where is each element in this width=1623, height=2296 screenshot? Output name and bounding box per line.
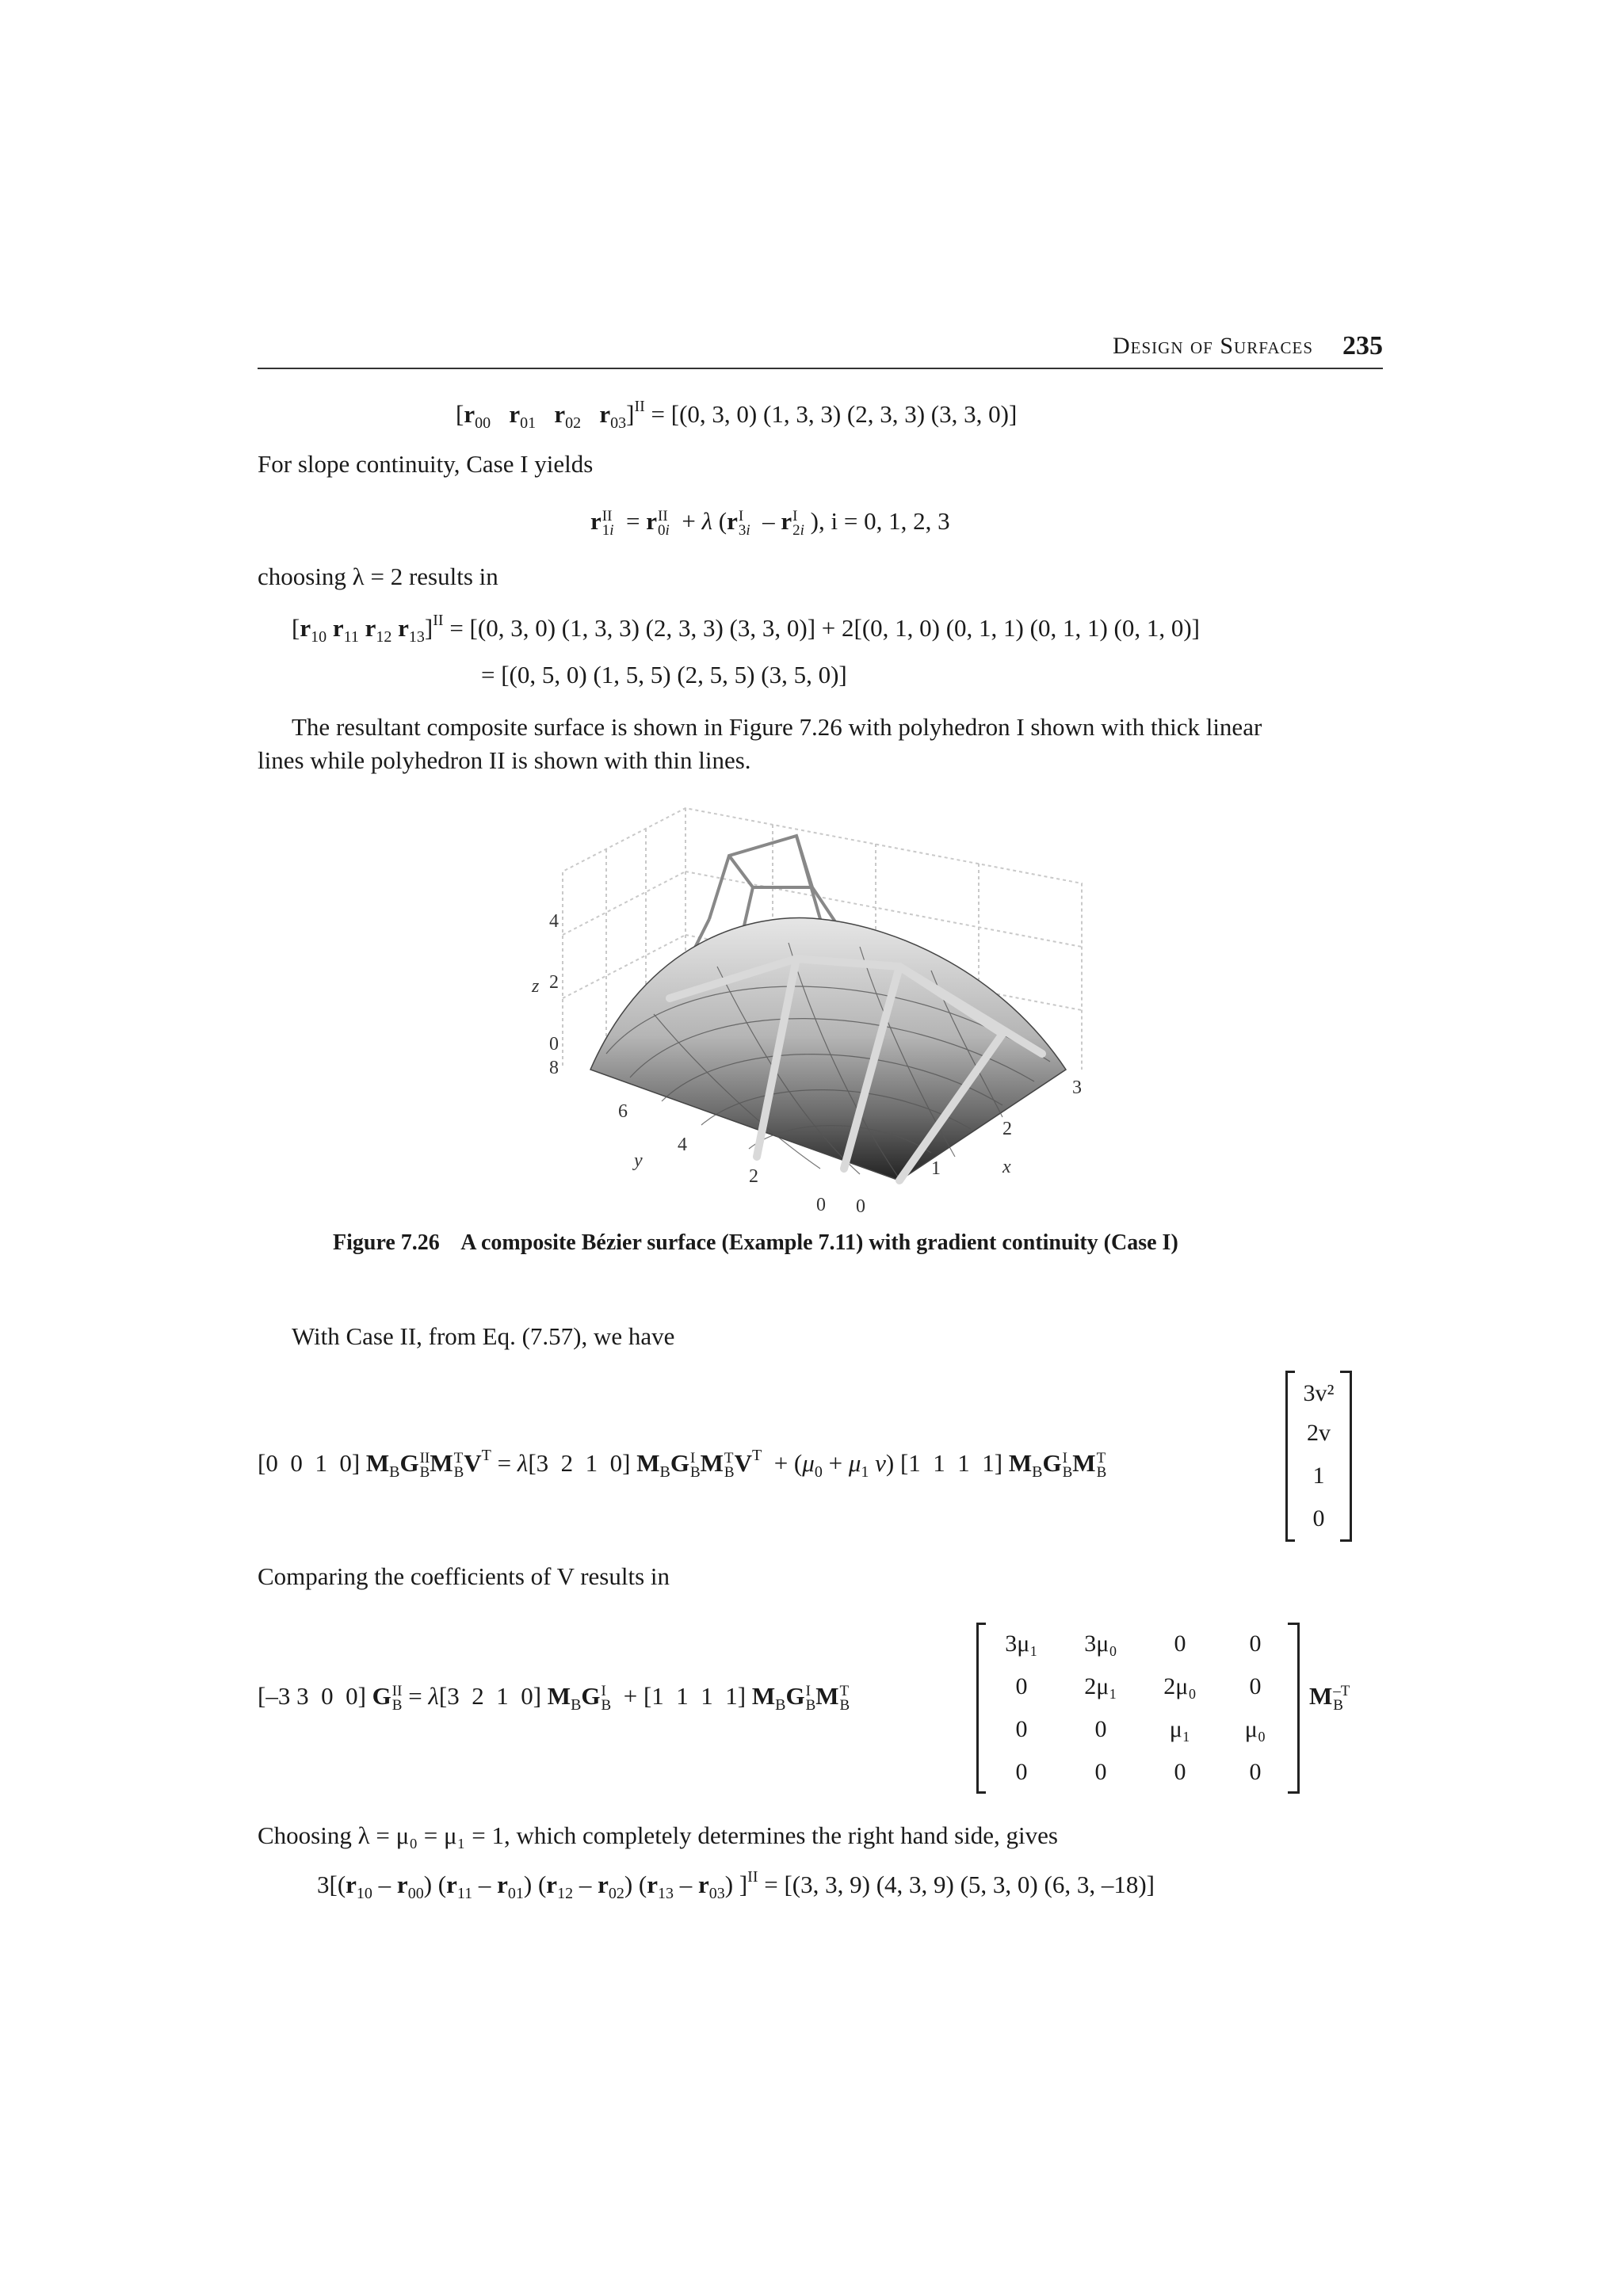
figure-caption-text: A composite Bézier surface (Example 7.11) with gradient continuity (Case I) [460,1230,1178,1255]
equation-control-points-ii: [$r_{00}$ $r_{01}$ $r_{02}$ $r_{03}]^{II} = [(0$, 3, 0) (1, 3, 3) (2, 3, 3) (3, 3, 0)] [456,398,1018,432]
matrix-cell: 0 [1094,1759,1107,1785]
matrix-cell: 1 [1312,1463,1325,1489]
z-tick: 0 [549,1034,559,1055]
paragraph-resultant-line1: The resultant composite surface is shown in Figure 7.26 with polyhedron I shown with thick linear [292,713,1262,741]
matrix-cell: 0 [1174,1759,1186,1785]
y-tick: 2 [749,1166,758,1187]
z-axis-label: z [532,976,540,997]
figure-caption-label: Figure 7.26 [333,1230,440,1255]
matrix-cell: 2μ₀ [1163,1673,1197,1699]
paragraph-slope-continuity: For slope continuity, Case I yields [258,450,594,478]
x-tick: 0 [856,1196,865,1217]
x-axis-label: x [1002,1157,1011,1177]
y-tick: 4 [678,1135,687,1155]
paragraph-case-ii: With Case II, from Eq. (7.57), we have [292,1322,675,1350]
x-tick: 3 [1072,1077,1082,1098]
matrix-cell: 0 [1094,1716,1107,1742]
figure-caption [333,1230,1178,1256]
matrix-cell: 0 [1249,1630,1262,1657]
matrix-cell: 0 [1015,1673,1028,1699]
matrix-cell: 2v [1307,1420,1331,1446]
matrix-cell: 0 [1249,1673,1262,1699]
matrix-mb-inverse-transpose: M –T B [1309,1682,1350,1714]
equation-slope-case-i: r II 1i = r II 0i + λ (r I 3i – r I 2i ), i = 0, 1, 2, 3 [590,507,950,539]
matrix-cell: 0 [1015,1759,1028,1785]
running-title: Design of Surfaces [1113,333,1313,359]
matrix-cell: μ₀ [1244,1716,1266,1742]
matrix-cell: 2μ₁ [1084,1673,1117,1699]
paragraph-choosing-lambda: choosing λ = 2 results in [258,563,498,590]
matrix-v-column [1285,1371,1352,1547]
matrix-mu [976,1623,1300,1798]
y-tick: 6 [618,1101,628,1122]
running-header [258,331,1383,369]
equation-lambda-two-rhs: = [(0, 3, 0) (1, 3, 3) (2, 3, 3) (3, 3, 0)] + 2[(0, 1, 0) (0, 1, 1) (0, 1, 1) (0, 1, 0)] [449,614,1200,642]
paragraph-choosing-all: Choosing λ = μ₀ = μ₁ = 1, which completely determines the right hand side, gives [258,1821,1058,1849]
figure-composite-bezier-surface [532,808,1090,1217]
equation-lambda-two: [$r_{10}$ $r_{11}$ $r_{12}$ $r_{13}]^{II} = [(0$, 3, 0) (1, 3, 3) (2, 3, 3) (3, 3, 0)] + 2[(0, 1, 0) (0, 1, 1) (0, 1, 1) (0, 1, 0)] [292,612,1200,646]
paragraph-resultant-line2: lines while polyhedron II is shown with thin lines. [258,746,751,774]
matrix-cell: μ₁ [1169,1716,1191,1742]
matrix-cell: 3μ₁ [1005,1630,1038,1657]
equation-index-range: ), i = 0, 1, 2, 3 [810,507,950,535]
matrix-cell: 0 [1312,1505,1325,1531]
z-tick: 2 [549,972,559,993]
matrix-cell: 3v² [1303,1380,1335,1406]
y-tick: 8 [549,1058,559,1078]
matrix-cell: 3μ₀ [1084,1630,1117,1657]
matrix-cell: 0 [1249,1759,1262,1785]
matrix-cell: 0 [1015,1716,1028,1742]
equation-case-ii: [0 0 1 0] $M_BG$ II B M T B $V^T = \lambda[3$ 2 1 0] $M_BG$ I B M T B $V^T + (\mu_0 + \mu_1$ v) [1 1 1 1] $M_BG$ I B M T B [258,1447,1107,1481]
x-tick: 1 [931,1158,941,1179]
equation-lambda-two-result: = [(0, 5, 0) (1, 5, 5) (2, 5, 5) (3, 5, 0)] [481,661,847,688]
equation-final-result: $3[(r_{10} - r_{00})$ $(r_{11} - r_{01})$ $(r_{12} - r_{02})$ $(r_{13} - r_{03}) ]^{II} = [(3$, 3, 9) (4, 3, 9) (5, 3, 0) (6, 3, –18)] [317,1868,1155,1902]
matrix-cell: 0 [1174,1630,1186,1657]
z-tick: 4 [549,911,559,932]
page-number: 235 [1342,331,1383,360]
y-axis-label: y [634,1150,643,1171]
x-tick: 2 [1002,1119,1012,1139]
equation-gradient-coefficients: [–3 3 0 0] G II B = λ[3 2 1 0] $M_BG$ I B + [1 1 1 1] $M_BG$ I B M T B [258,1682,850,1714]
equation-rhs: = [(0, 3, 0) (1, 3, 3) (2, 3, 3) (3, 3, 0)] [651,400,1018,428]
paragraph-comparing: Comparing the coefficients of V results in [258,1562,670,1590]
equation-final-rhs: = [(3, 3, 9) (4, 3, 9) (5, 3, 0) (6, 3, –18)] [764,1871,1155,1898]
y-tick: 0 [816,1195,826,1215]
surface-plot [532,808,1090,1217]
